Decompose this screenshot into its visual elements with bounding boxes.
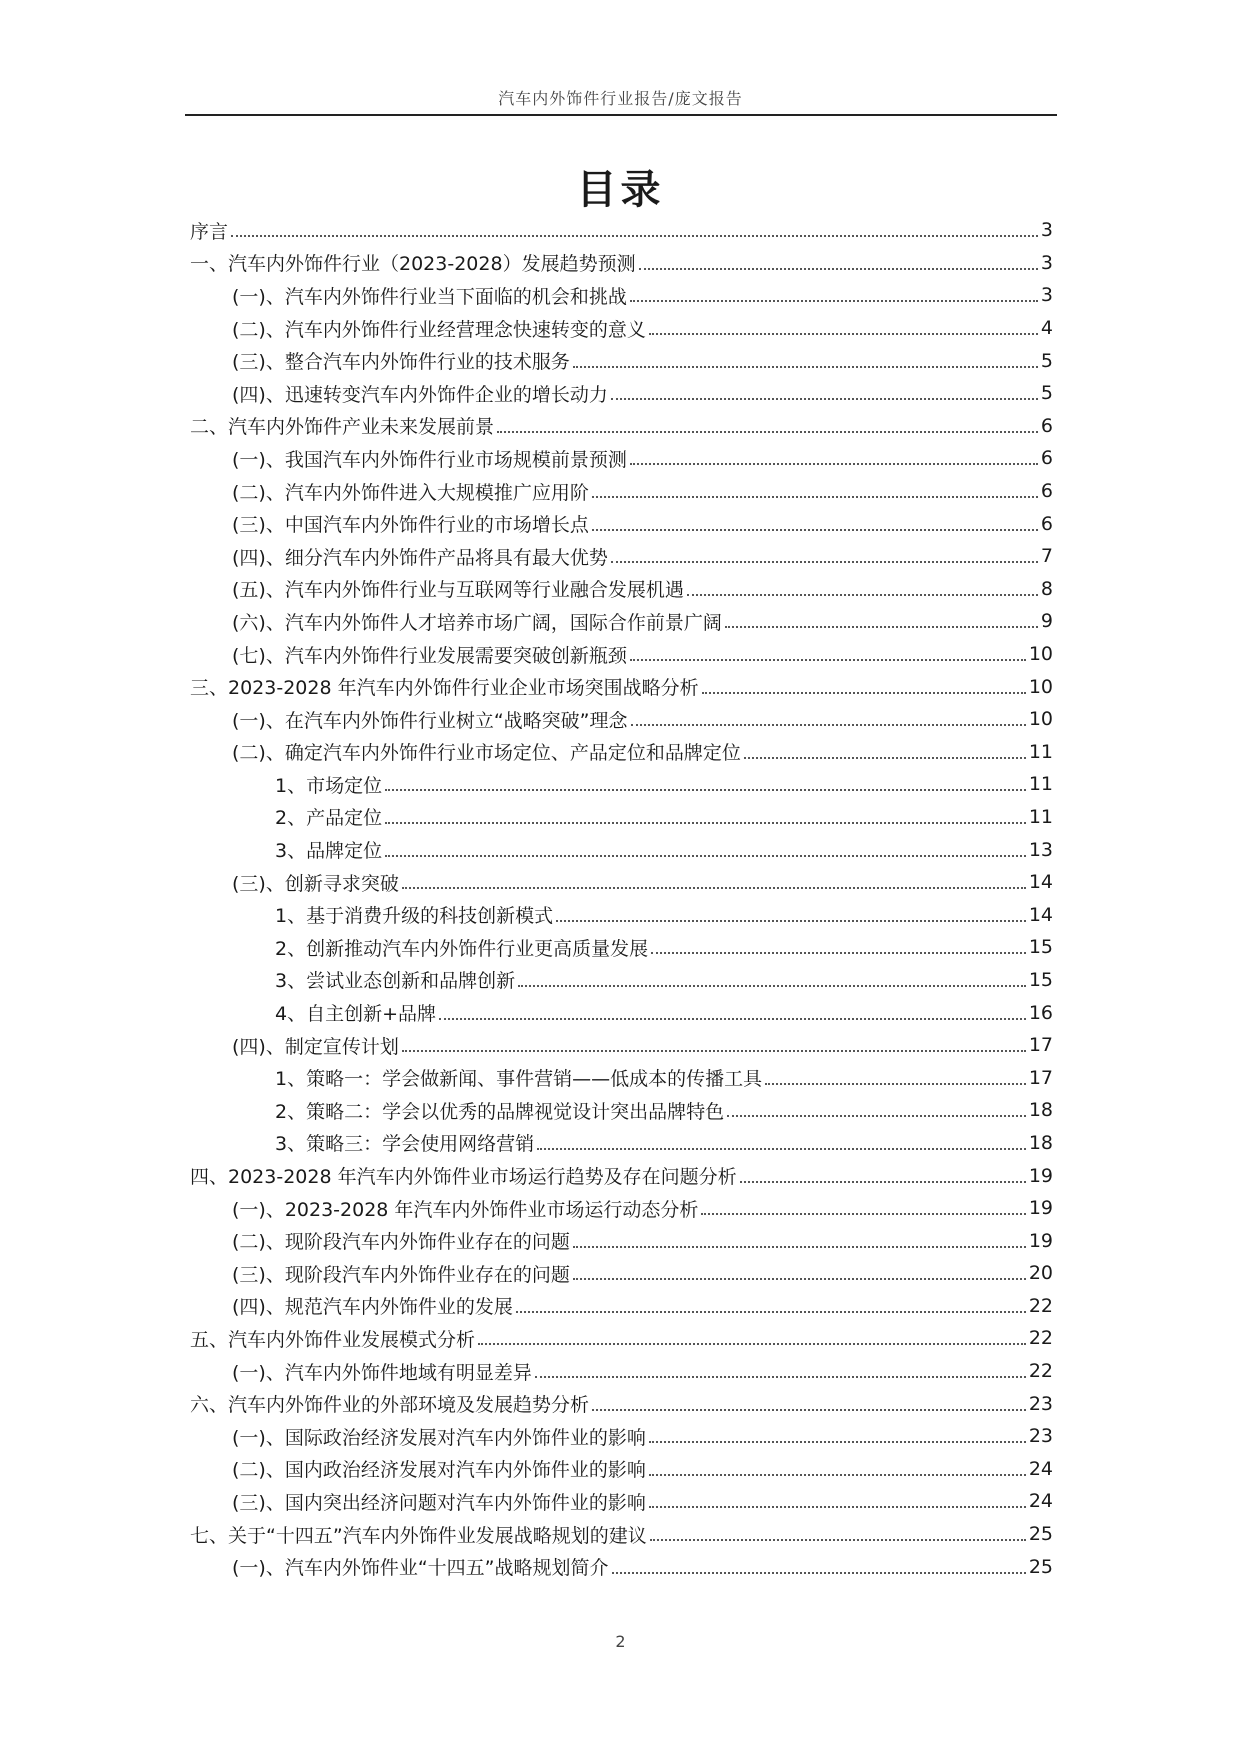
toc-entry-page: 13 [1028,838,1053,861]
toc-entry[interactable] [190,1224,1053,1257]
toc-entry[interactable] [190,898,1053,931]
toc-entry-label: 序言 [190,220,229,243]
toc-entry-page: 14 [1028,871,1053,894]
toc-entry-label: (四)、规范汽车内外饰件业的发展 [232,1296,513,1319]
toc-entry[interactable] [190,931,1053,964]
toc-entry-page: 10 [1028,675,1053,698]
toc-entry-label: 六、汽车内外饰件业的外部环境及发展趋势分析 [190,1394,590,1417]
toc-entry-page: 6 [1040,512,1053,535]
toc-dot-leader [630,659,1026,661]
toc-entry[interactable] [190,1550,1053,1583]
toc-entry-label: (五)、汽车内外饰件行业与互联网等行业融合发展机遇 [232,579,684,602]
toc-entry[interactable] [190,279,1053,312]
toc-entry[interactable] [190,996,1053,1029]
toc-entry-label: (一)、在汽车内外饰件行业树立“战略突破”理念 [232,709,628,732]
toc-entry-page: 3 [1040,251,1053,274]
toc-dot-leader [651,952,1026,954]
toc-entry-label: (二)、汽车内外饰件进入大规模推广应用阶 [232,481,589,504]
toc-entry[interactable] [190,475,1053,508]
toc-entry[interactable] [190,833,1053,866]
toc-entry-label: (二)、现阶段汽车内外饰件业存在的问题 [232,1231,570,1254]
toc-entry[interactable] [190,442,1053,475]
toc-entry-page: 24 [1028,1490,1053,1513]
toc-entry[interactable] [190,866,1053,899]
toc-entry-label: (三)、整合汽车内外饰件行业的技术服务 [232,351,570,374]
toc-entry-page: 8 [1040,577,1053,600]
toc-dot-leader [631,724,1026,726]
toc-entry-page: 22 [1028,1360,1053,1383]
toc-entry-page: 14 [1028,903,1053,926]
toc-entry[interactable] [190,964,1053,997]
toc-entry[interactable] [190,214,1053,247]
toc-dot-leader [537,1148,1026,1150]
toc-entry[interactable] [190,540,1053,573]
toc-dot-leader [573,1246,1026,1248]
toc-entry-page: 25 [1028,1555,1053,1578]
toc-dot-leader [630,463,1038,465]
toc-dot-leader [402,1050,1026,1052]
toc-dot-leader [765,1083,1026,1085]
toc-entry-page: 11 [1028,773,1053,796]
toc-entry[interactable] [190,670,1053,703]
toc-dot-leader [611,398,1038,400]
toc-entry-label: 一、汽车内外饰件行业（2023-2028）发展趋势预测 [190,253,636,276]
toc-dot-leader [744,757,1026,759]
toc-entry[interactable] [190,1387,1053,1420]
toc-dot-leader [573,1278,1026,1280]
toc-dot-leader [592,496,1038,498]
toc-entry[interactable] [190,1420,1053,1453]
toc-dot-leader [639,268,1038,270]
toc-dot-leader [535,1376,1026,1378]
toc-dot-leader [402,887,1026,889]
toc-dot-leader [630,300,1038,302]
toc-entry-label: 五、汽车内外饰件业发展模式分析 [190,1328,476,1351]
toc-entry-label: (三)、创新寻求突破 [232,872,399,895]
toc-dot-leader [649,1506,1026,1508]
toc-dot-leader [385,822,1026,824]
toc-entry-label: (四)、细分汽车内外饰件产品将具有最大优势 [232,546,608,569]
toc-entry-page: 6 [1040,480,1053,503]
toc-entry-label: 三、2023-2028 年汽车内外饰件行业企业市场突围战略分析 [190,677,699,700]
toc-entry-label: (三)、现阶段汽车内外饰件业存在的问题 [232,1263,570,1286]
running-header: 汽车内外饰件行业报告/庞文报告 [498,89,743,108]
toc-entry[interactable] [190,573,1053,606]
toc-entry-label: (一)、我国汽车内外饰件行业市场规模前景预测 [232,448,627,471]
toc-entry-label: (二)、汽车内外饰件行业经营理念快速转变的意义 [232,318,646,341]
toc-entry-label: (一)、汽车内外饰件地域有明显差异 [232,1361,532,1384]
toc-entry-label: 2、创新推动汽车内外饰件行业更高质量发展 [275,937,649,960]
toc-entry[interactable] [190,605,1053,638]
toc-entry-label: (一)、国际政治经济发展对汽车内外饰件业的影响 [232,1426,646,1449]
toc-entry-page: 22 [1028,1327,1053,1350]
toc-entry-label: (三)、国内突出经济问题对汽车内外饰件业的影响 [232,1491,646,1514]
toc-entry[interactable] [190,736,1053,769]
toc-entry-page: 18 [1028,1131,1053,1154]
toc-entry[interactable] [190,1029,1053,1062]
toc-entry[interactable] [190,377,1053,410]
toc-entry[interactable] [190,801,1053,834]
toc-dot-leader [516,1311,1026,1313]
toc-dot-leader [727,1115,1026,1117]
toc-dot-leader [518,985,1026,987]
toc-entry[interactable] [190,344,1053,377]
toc-entry-label: (一)、2023-2028 年汽车内外饰件业市场运行动态分析 [232,1198,699,1221]
toc-dot-leader [650,1539,1026,1541]
toc-dot-leader [497,431,1038,433]
toc-entry-page: 16 [1028,1001,1053,1024]
toc-dot-leader [740,1181,1026,1183]
toc-entry-label: 2、产品定位 [275,807,383,830]
toc-entry-page: 3 [1040,284,1053,307]
toc-dot-leader [231,235,1038,237]
page-number: 2 [615,1632,626,1651]
toc-entry-label: (四)、制定宣传计划 [232,1035,399,1058]
toc-entry[interactable] [190,768,1053,801]
toc-dot-leader [385,855,1026,857]
toc-dot-leader [478,1343,1026,1345]
toc-entry[interactable] [190,1192,1053,1225]
toc-entry-page: 15 [1028,968,1053,991]
toc-entry-page: 22 [1028,1294,1053,1317]
toc-entry[interactable] [190,1453,1053,1486]
toc-entry[interactable] [190,312,1053,345]
toc-entry-page: 4 [1040,317,1053,340]
toc-entry[interactable] [190,1094,1053,1127]
toc-dot-leader [573,366,1038,368]
toc-entry-label: (四)、迅速转变汽车内外饰件企业的增长动力 [232,383,608,406]
page-title: 目录 [576,167,665,213]
toc-entry[interactable] [190,1061,1053,1094]
toc-entry-label: (一)、汽车内外饰件行业当下面临的机会和挑战 [232,285,627,308]
toc-entry-label: 1、市场定位 [275,774,383,797]
toc-entry-label: 1、基于消费升级的科技创新模式 [275,905,554,928]
toc-entry-label: 2、策略二：学会以优秀的品牌视觉设计突出品牌特色 [275,1100,725,1123]
toc-entry[interactable] [190,1257,1053,1290]
toc-entry-page: 11 [1028,805,1053,828]
toc-entry-label: 四、2023-2028 年汽车内外饰件业市场运行趋势及存在问题分析 [190,1166,737,1189]
toc-dot-leader [649,1474,1026,1476]
toc-entry-page: 15 [1028,936,1053,959]
toc-dot-leader [439,1018,1026,1020]
toc-entry[interactable] [190,1355,1053,1388]
toc-entry-page: 20 [1028,1262,1053,1285]
toc-entry-page: 5 [1040,382,1053,405]
toc-dot-leader [611,561,1038,563]
toc-entry-label: (一)、汽车内外饰件业“十四五”战略规划简介 [232,1557,609,1580]
table-of-contents [190,214,1053,1583]
toc-entry-label: 七、关于“十四五”汽车内外饰件业发展战略规划的建议 [190,1524,647,1547]
toc-dot-leader [592,1409,1026,1411]
toc-entry-page: 10 [1028,708,1053,731]
toc-dot-leader [649,333,1038,335]
toc-entry-page: 19 [1028,1164,1053,1187]
toc-dot-leader [702,692,1026,694]
toc-dot-leader [725,626,1038,628]
toc-entry-label: 二、汽车内外饰件产业未来发展前景 [190,416,495,439]
toc-entry-label: 3、品牌定位 [275,840,383,863]
toc-entry-page: 5 [1040,349,1053,372]
toc-entry[interactable] [190,1127,1053,1160]
toc-entry[interactable] [190,507,1053,540]
toc-dot-leader [649,1441,1026,1443]
toc-entry-label: (六)、汽车内外饰件人才培养市场广阔，国际合作前景广阔 [232,611,722,634]
toc-entry-label: (三)、中国汽车内外饰件行业的市场增长点 [232,514,589,537]
toc-entry-page: 11 [1028,740,1053,763]
header-divider [185,114,1057,116]
toc-entry-page: 9 [1040,610,1053,633]
toc-entry-page: 23 [1028,1392,1053,1415]
toc-entry-page: 7 [1040,545,1053,568]
toc-entry[interactable] [190,638,1053,671]
toc-entry[interactable] [190,1159,1053,1192]
toc-entry-page: 18 [1028,1099,1053,1122]
toc-entry-label: (二)、国内政治经济发展对汽车内外饰件业的影响 [232,1459,646,1482]
toc-entry-page: 6 [1040,414,1053,437]
toc-entry-page: 23 [1028,1425,1053,1448]
toc-entry[interactable] [190,410,1053,443]
toc-entry-page: 3 [1040,219,1053,242]
toc-entry-page: 17 [1028,1066,1053,1089]
toc-entry[interactable] [190,1485,1053,1518]
toc-dot-leader [612,1572,1026,1574]
toc-entry[interactable] [190,703,1053,736]
toc-entry[interactable] [190,1518,1053,1551]
toc-entry-label: (二)、确定汽车内外饰件行业市场定位、产品定位和品牌定位 [232,742,741,765]
toc-dot-leader [556,920,1026,922]
toc-entry-label: (七)、汽车内外饰件行业发展需要突破创新瓶颈 [232,644,627,667]
toc-dot-leader [687,594,1038,596]
toc-entry-label: 4、自主创新+品牌 [275,1003,437,1026]
toc-dot-leader [592,529,1038,531]
toc-entry-page: 19 [1028,1197,1053,1220]
toc-entry-page: 25 [1028,1523,1053,1546]
toc-entry-page: 24 [1028,1457,1053,1480]
toc-dot-leader [385,789,1026,791]
toc-entry-label: 3、策略三：学会使用网络营销 [275,1133,535,1156]
toc-entry-page: 19 [1028,1229,1053,1252]
toc-entry[interactable] [190,247,1053,280]
toc-entry-page: 17 [1028,1034,1053,1057]
toc-dot-leader [701,1213,1025,1215]
toc-entry-page: 6 [1040,447,1053,470]
toc-entry[interactable] [190,1290,1053,1323]
toc-entry-page: 10 [1028,643,1053,666]
toc-entry-label: 3、尝试业态创新和品牌创新 [275,970,516,993]
toc-entry-label: 1、策略一：学会做新闻、事件营销——低成本的传播工具 [275,1068,763,1091]
toc-entry[interactable] [190,1322,1053,1355]
